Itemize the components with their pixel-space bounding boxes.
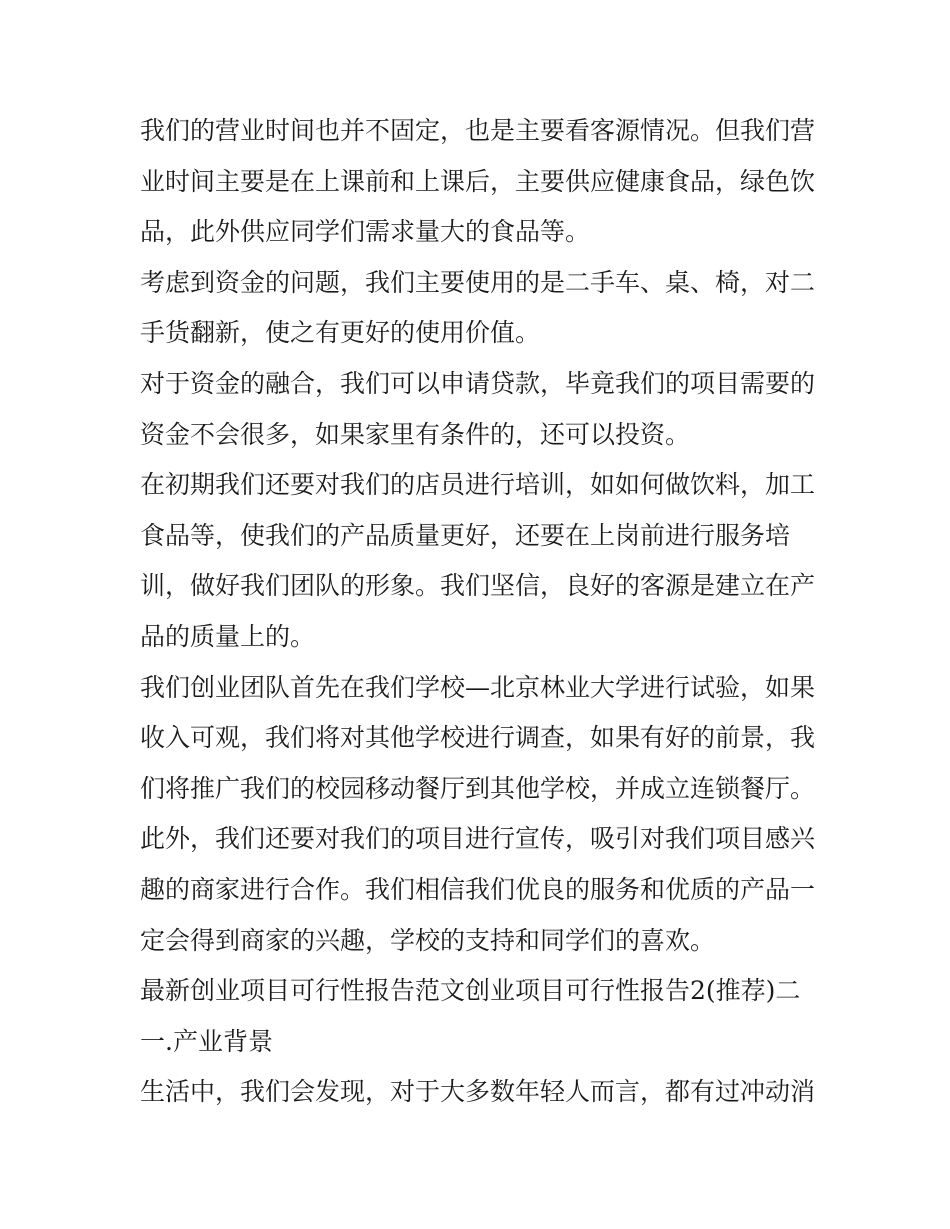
text-line: 收入可观，我们将对其他学校进行调查，如果有好的前景，我 [140, 723, 816, 753]
text-line: 我们创业团队首先在我们学校—北京林业大学进行试验，如果 [140, 672, 816, 702]
text-line: 考虑到资金的问题，我们主要使用的是二手车、桌、椅，对二 [140, 267, 816, 297]
document-body [140, 106, 820, 1118]
text-line: 我们的营业时间也并不固定，也是主要看客源情况。但我们营 [140, 116, 816, 145]
text-line: 生活中，我们会发现，对于大多数年轻人而言，都有过冲动消 [140, 1077, 816, 1107]
text-line: 对于资金的融合，我们可以申请贷款，毕竟我们的项目需要的 [140, 368, 816, 398]
text-line: 食品等，使我们的产品质量更好，还要在上岗前进行服务培 [140, 520, 791, 550]
text-line: 定会得到商家的兴趣，学校的支持和同学们的喜欢。 [140, 925, 716, 955]
text-line: 训，做好我们团队的形象。我们坚信，良好的客源是建立在产 [140, 571, 816, 601]
text-line: 们将推广我们的校园移动餐厅到其他学校，并成立连锁餐厅。 [140, 773, 816, 803]
text-line: 品，此外供应同学们需求量大的食品等。 [140, 217, 591, 247]
text-line: 最新创业项目可行性报告范文创业项目可行性报告2(推荐)二 [140, 976, 801, 1006]
text-line: 业时间主要是在上课前和上课后，主要供应健康食品，绿色饮 [140, 166, 816, 196]
text-line: 资金不会很多，如果家里有条件的，还可以投资。 [140, 419, 691, 449]
text-line: 此外，我们还要对我们的项目进行宣传，吸引对我们项目感兴 [140, 824, 816, 854]
text-line: 趣的商家进行合作。我们相信我们优良的服务和优质的产品一 [140, 874, 816, 904]
text-line: 手货翻新，使之有更好的使用价值。 [140, 318, 541, 348]
section-heading: 一.产业背景 [140, 1026, 273, 1056]
text-line: 在初期我们还要对我们的店员进行培训，如如何做饮料，加工 [140, 470, 816, 500]
text-line: 品的质量上的。 [140, 621, 316, 651]
